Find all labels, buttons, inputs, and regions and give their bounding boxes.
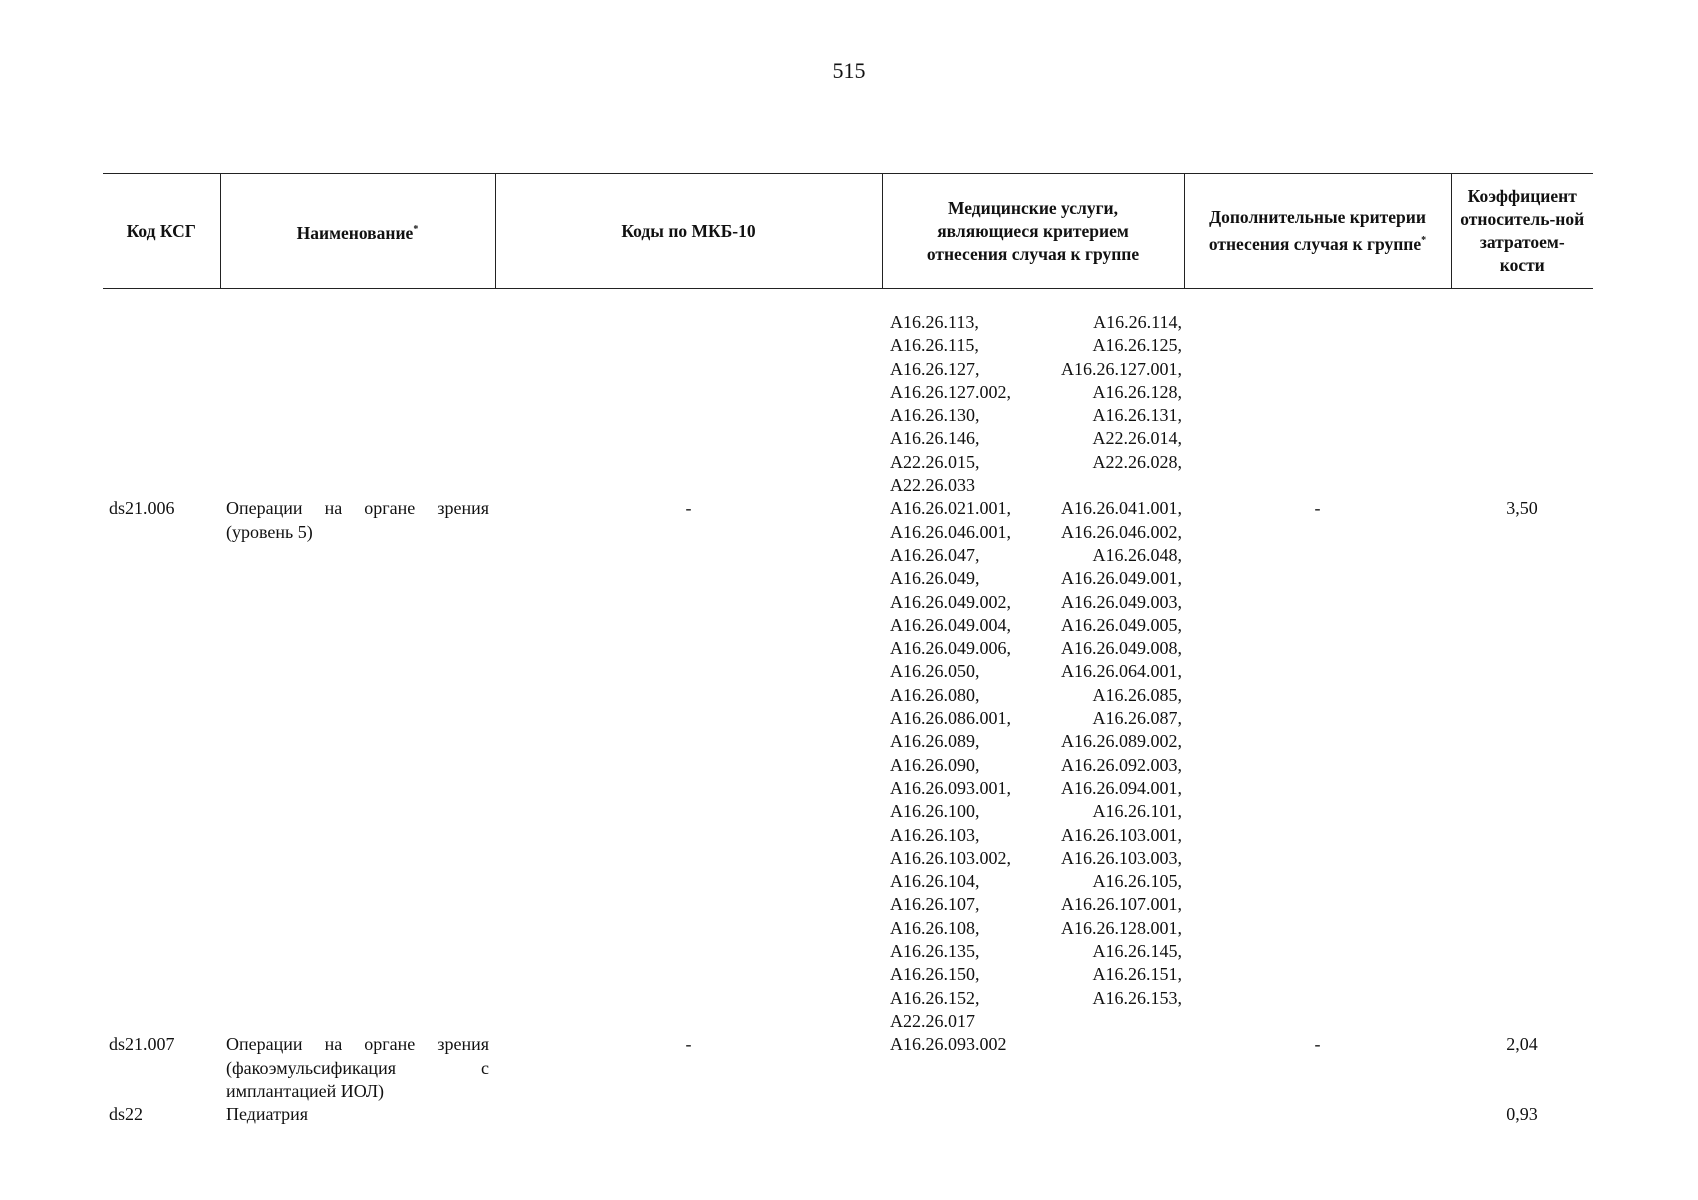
service-code-line xyxy=(890,824,1182,847)
service-code: A16.26.085, xyxy=(1092,684,1182,705)
service-code: A16.26.048, xyxy=(1092,544,1182,565)
service-code: A16.26.128.001, xyxy=(1061,917,1182,938)
service-code: A16.26.153, xyxy=(1092,987,1182,1008)
service-code: A16.26.049.002, xyxy=(890,591,1011,612)
service-code: A16.26.104, xyxy=(890,871,980,892)
service-code: A16.26.108, xyxy=(890,917,980,938)
service-code-line xyxy=(890,497,1182,520)
service-code-line xyxy=(890,777,1182,800)
service-code-line xyxy=(890,730,1182,753)
service-code-line xyxy=(890,567,1182,590)
service-code: A16.26.049.006, xyxy=(890,638,1011,659)
header-name: Наименование* xyxy=(220,174,495,289)
service-code: A16.26.021.001, xyxy=(890,498,1011,519)
service-code: A16.26.087, xyxy=(1092,708,1182,729)
service-code: A16.26.050, xyxy=(890,661,980,682)
service-code-line xyxy=(890,591,1182,614)
service-code: A16.26.103.001, xyxy=(1061,824,1182,845)
service-code-line xyxy=(890,544,1182,567)
service-code: A16.26.047, xyxy=(890,544,980,565)
service-code-line xyxy=(890,381,1182,404)
service-code: A22.26.015, xyxy=(890,451,980,472)
service-code: A16.26.049.005, xyxy=(1061,614,1182,635)
service-code: A16.26.105, xyxy=(1092,871,1182,892)
service-code: A16.26.049.001, xyxy=(1061,568,1182,589)
service-code: A16.26.090, xyxy=(890,754,980,775)
service-code-line xyxy=(890,1010,1182,1033)
ksg-code: ds21.007 xyxy=(109,1034,175,1055)
service-code: A22.26.017 xyxy=(890,1010,975,1031)
service-code: A16.26.145, xyxy=(1092,941,1182,962)
ksg-table xyxy=(103,173,1593,1126)
extra-criteria: - xyxy=(1314,498,1321,519)
service-code: A16.26.049.003, xyxy=(1061,591,1182,612)
service-code-line xyxy=(890,940,1182,963)
service-code: A22.26.014, xyxy=(1092,428,1182,449)
service-code: A16.26.080, xyxy=(890,684,980,705)
service-code-line xyxy=(890,707,1182,730)
service-code: A16.26.128, xyxy=(1092,381,1182,402)
ksg-name: Педиатрия xyxy=(226,1104,309,1125)
service-code: A16.26.135, xyxy=(890,941,980,962)
service-code: A16.26.125, xyxy=(1092,335,1182,356)
service-code-line xyxy=(890,893,1182,916)
service-code: A16.26.064.001, xyxy=(1061,661,1182,682)
cost-coefficient: 3,50 xyxy=(1506,498,1538,519)
table-row xyxy=(103,1103,1593,1126)
service-code: A16.26.113, xyxy=(890,312,979,332)
service-code: A16.26.127.002, xyxy=(890,381,1011,402)
service-code: A16.26.049.008, xyxy=(1061,638,1182,659)
service-code: A16.26.127.001, xyxy=(1061,358,1182,379)
header-icd: Коды по МКБ-10 xyxy=(495,174,882,289)
service-code: A16.26.131, xyxy=(1092,405,1182,426)
icd-codes xyxy=(495,1103,882,1126)
service-code-line xyxy=(890,847,1182,870)
service-code-line xyxy=(890,800,1182,823)
service-code: A16.26.151, xyxy=(1092,964,1182,985)
service-code-line xyxy=(890,334,1182,357)
service-code: A16.26.089, xyxy=(890,731,980,752)
service-code: A16.26.103.002, xyxy=(890,847,1011,868)
table-row xyxy=(103,1033,1593,1103)
service-code-line xyxy=(890,427,1182,450)
page-number: 515 xyxy=(832,58,866,83)
service-code: A16.26.101, xyxy=(1092,801,1182,822)
service-code-line xyxy=(890,917,1182,940)
service-code: A16.26.041.001, xyxy=(1061,498,1182,519)
service-code: A16.26.049, xyxy=(890,568,980,589)
service-code-line xyxy=(890,451,1182,474)
service-code: A16.26.130, xyxy=(890,405,980,426)
service-code: A16.26.086.001, xyxy=(890,708,1011,729)
ksg-name: Операции на органе зрения (факоэмульсификация с имплантацией ИОЛ) xyxy=(226,1034,489,1101)
service-code: A16.26.107.001, xyxy=(1061,894,1182,915)
continuation-services xyxy=(882,311,1184,497)
service-codes xyxy=(882,497,1184,1033)
service-code-line xyxy=(890,754,1182,777)
table-header-row xyxy=(103,174,1593,289)
service-code-line xyxy=(890,474,1182,497)
service-code-line xyxy=(890,963,1182,986)
service-code-line xyxy=(890,637,1182,660)
extra-criteria xyxy=(1184,1103,1451,1126)
service-code-line xyxy=(890,987,1182,1010)
service-code: A16.26.152, xyxy=(890,987,980,1008)
service-code: A16.26.093.001, xyxy=(890,777,1011,798)
header-code: Код КСГ xyxy=(103,174,220,289)
icd-codes: - xyxy=(685,498,692,519)
ksg-code: ds21.006 xyxy=(109,498,175,519)
icd-codes: - xyxy=(685,1034,692,1055)
service-code: A16.26.114, xyxy=(1093,312,1182,332)
service-code-line xyxy=(890,684,1182,707)
service-code-line xyxy=(890,311,1182,334)
service-code: A16.26.089.002, xyxy=(1061,731,1182,752)
service-code: A22.26.028, xyxy=(1092,451,1182,472)
service-code-line xyxy=(890,404,1182,427)
service-code: A16.26.115, xyxy=(890,335,979,356)
service-code-line xyxy=(890,1033,1182,1056)
cost-coefficient: 2,04 xyxy=(1506,1034,1538,1055)
service-codes xyxy=(882,1033,1184,1103)
service-code: A22.26.033 xyxy=(890,475,975,496)
service-code: A16.26.092.003, xyxy=(1061,754,1182,775)
service-code: A16.26.150, xyxy=(890,964,980,985)
service-code: A16.26.100, xyxy=(890,801,980,822)
service-code: A16.26.103, xyxy=(890,824,980,845)
cost-coefficient: 0,93 xyxy=(1506,1104,1538,1125)
extra-criteria: - xyxy=(1314,1034,1321,1055)
service-code-line xyxy=(890,614,1182,637)
service-code-line xyxy=(890,358,1182,381)
service-code-line xyxy=(890,660,1182,683)
ksg-code: ds22 xyxy=(109,1104,144,1125)
continuation-row xyxy=(103,311,1593,497)
service-code: A16.26.146, xyxy=(890,428,980,449)
service-code: A16.26.046.002, xyxy=(1061,521,1182,542)
service-code: A16.26.103.003, xyxy=(1061,847,1182,868)
table-row xyxy=(103,497,1593,1033)
service-code: A16.26.094.001, xyxy=(1061,777,1182,798)
service-code: A16.26.049.004, xyxy=(890,614,1011,635)
ksg-name: Операции на органе зрения (уровень 5) xyxy=(226,498,489,542)
service-code-line xyxy=(890,521,1182,544)
header-coef: Коэффициент относитель-ной затратоем-кости xyxy=(1451,174,1593,289)
service-code: A16.26.107, xyxy=(890,894,980,915)
service-code: A16.26.127, xyxy=(890,358,980,379)
service-code: A16.26.093.002 xyxy=(890,1034,1007,1055)
service-codes xyxy=(882,1103,1184,1126)
header-extra: Дополнительные критерии отнесения случая к группе* xyxy=(1184,174,1451,289)
service-code: A16.26.046.001, xyxy=(890,521,1011,542)
service-code-line xyxy=(890,870,1182,893)
header-services: Медицинские услуги, являющиеся критерием отнесения случая к группе xyxy=(882,174,1184,289)
